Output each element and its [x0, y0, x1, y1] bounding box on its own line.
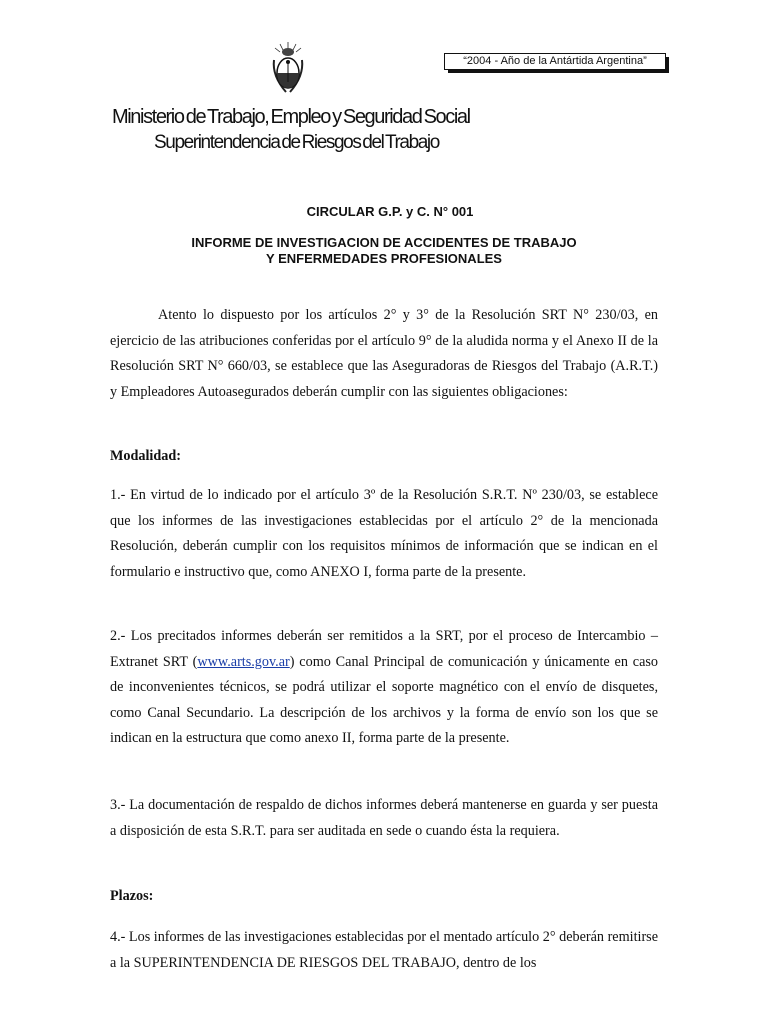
- paragraph-2-start: 2.- Los precitados informes deberán ser remitidos a la SRT, por el proceso de Intercambio – Extranet SRT (: [110, 628, 658, 670]
- intro-paragraph: Atento lo dispuesto por los artículos 2° y 3° de la Resolución SRT N° 230/03, en ejercicio de las atribuciones conferidas por el artículo 9° de la aludida norma y el Anexo II de la Resolución SRT N° 660/03, se establece que las Aseguradoras de Riesgos del Trabajo (A.R.T.) y Empleadores Autoasegurados deberán cumplir con las siguientes obligaciones:: [110, 307, 658, 400]
- paragraph-2: [110, 624, 658, 752]
- report-title-line-1: INFORME DE INVESTIGACION DE ACCIDENTES DE TRABAJO: [191, 235, 577, 250]
- agency-name: Superintendencia de Riesgos del Trabajo: [154, 132, 439, 153]
- paragraph-1: 1.- En virtud de lo indicado por el artículo 3º de la Resolución S.R.T. Nº 230/03, se establece que los informes de las investigaciones establecidas por el artículo 2° de la mencionada Resolución, deberán cumplir con los requisitos mínimos de información que se indican en el formulario e instructivo que, como ANEXO I, forma parte de la presente.: [110, 487, 658, 580]
- report-title-line-2: Y ENFERMEDADES PROFESIONALES: [266, 251, 502, 266]
- paragraph-2-end: ) como Canal Principal de comunicación y únicamente en caso de inconvenientes técnicos, se podrá utilizar el soporte magnético con el envío de disquetes, como Canal Secundario. La descripción de los archivos y la forma de envío son los que se indican en la estructura que como anexo II, forma parte de la presente.: [110, 653, 659, 746]
- paragraph-4: 4.- Los informes de las investigaciones establecidas por el mentado artículo 2° deberán remitirse a la SUPERINTENDENCIA DE RIESGOS DEL TRABAJO, dentro de los: [110, 929, 658, 971]
- circular-title: CIRCULAR G.P. y C. N° 001: [306, 204, 474, 219]
- report-title: [0, 235, 768, 267]
- modalidad-heading: Modalidad:: [110, 448, 181, 464]
- arts-website-link[interactable]: www.arts.gov.ar: [197, 653, 290, 670]
- year-motto-badge: “2004 - Año de la Antártida Argentina”: [444, 53, 666, 70]
- national-coat-of-arms-icon: [270, 40, 306, 96]
- plazos-heading: Plazos:: [110, 888, 154, 904]
- paragraph-3: 3.- La documentación de respaldo de dichos informes deberá mantenerse en guarda y ser puesta a disposición de esta S.R.T. para ser auditada en sede o cuando ésta la requiera.: [110, 797, 658, 839]
- ministry-name: Ministerio de Trabajo, Empleo y Seguridad Social: [112, 106, 470, 128]
